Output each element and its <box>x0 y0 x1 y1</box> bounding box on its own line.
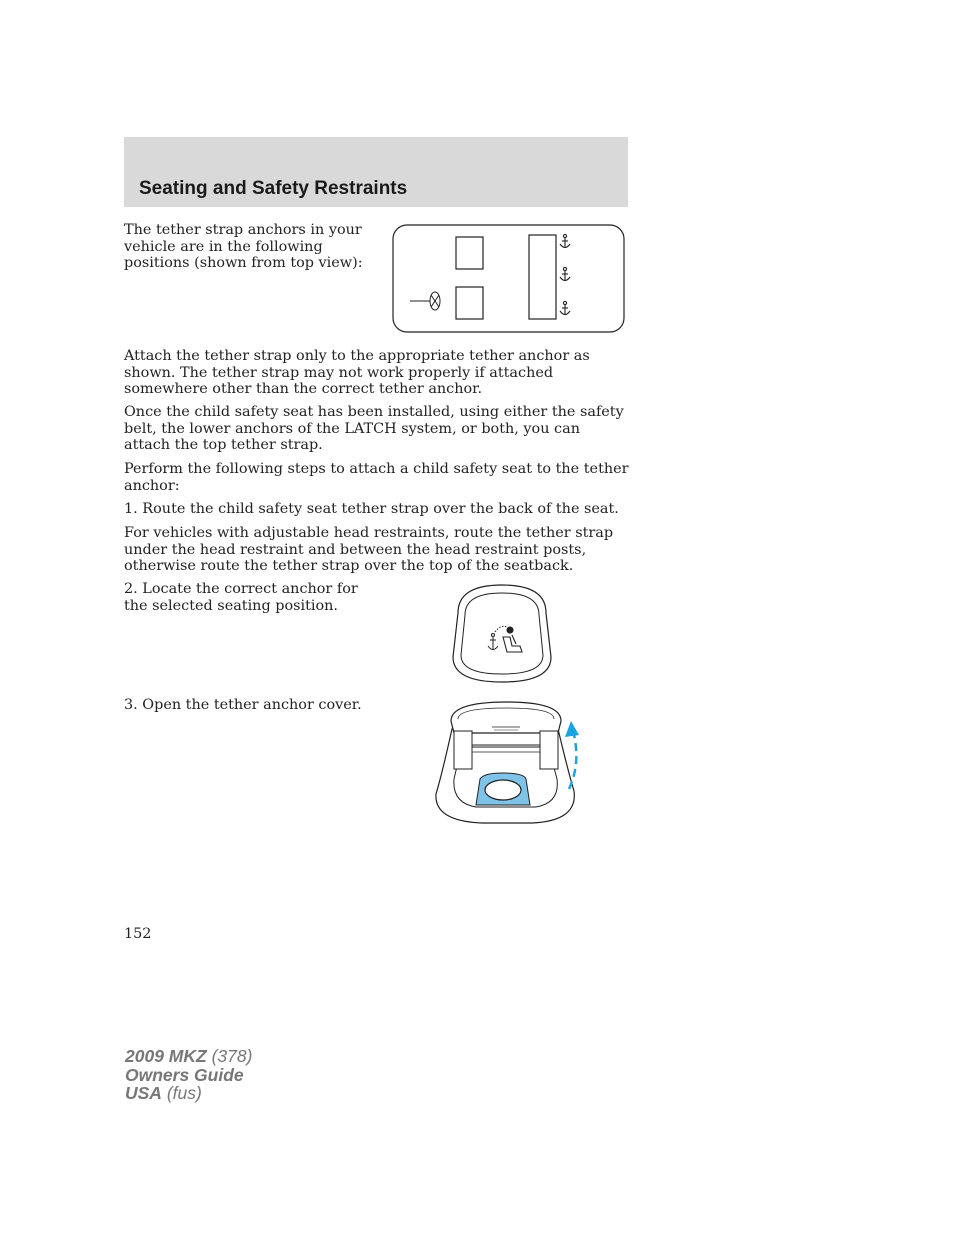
tether-anchor-position-diagram <box>392 224 625 334</box>
steering-wheel-icon <box>410 292 440 310</box>
opened-cover-lid <box>451 702 561 733</box>
page-number: 152 <box>124 926 152 942</box>
paragraph-attach-appropriate: Attach the tether strap only to the appropriate tether anchor as shown. The tether strap may not work properly if attached somewhere other than the correct tether anchor. <box>124 348 590 398</box>
paragraph-once-installed: Once the child safety seat has been installed, using either the safety belt, the lower anchors of the LATCH system, or both, you can attach the top tether strap. <box>124 404 624 454</box>
footer-guide-line: Owners Guide <box>125 1064 244 1085</box>
tether-anchor-cover-illustration <box>450 583 554 685</box>
anchor-icon <box>560 234 570 248</box>
footer-model-line: 2009 MKZ (378) <box>125 1046 253 1066</box>
document-footer <box>125 1047 252 1103</box>
anchor-icon <box>560 267 570 281</box>
footer-region-line: USA (fus) <box>125 1083 202 1103</box>
anchor-loop <box>485 780 521 800</box>
step-3-open-cover: 3. Open the tether anchor cover. <box>124 697 362 713</box>
rear-bench-seat <box>529 235 556 319</box>
front-passenger-seat <box>456 237 483 269</box>
driver-seat <box>456 287 483 319</box>
open-tether-anchor-cover-illustration <box>432 699 584 827</box>
step-1-route-strap: 1. Route the child safety seat tether strap over the back of the seat. <box>124 501 619 517</box>
hinge-left <box>454 731 472 769</box>
paragraph-anchor-positions: The tether strap anchors in your vehicle are in the following positions (shown from top view): <box>124 222 363 272</box>
section-title: Seating and Safety Restraints <box>139 178 408 199</box>
vehicle-outline <box>393 225 624 332</box>
paragraph-perform-steps: Perform the following steps to attach a child safety seat to the tether anchor: <box>124 461 629 494</box>
paragraph-adjustable-head-restraints: For vehicles with adjustable head restraints, route the tether strap under the head restraint and between the head restraint posts, otherwise route the tether strap over the top of the seatback. <box>124 525 614 575</box>
hinge-right <box>540 731 558 769</box>
step-2-locate-anchor: 2. Locate the correct anchor for the selected seating position. <box>124 581 358 614</box>
arrow-head-icon <box>565 721 579 737</box>
anchor-icon <box>560 301 570 315</box>
